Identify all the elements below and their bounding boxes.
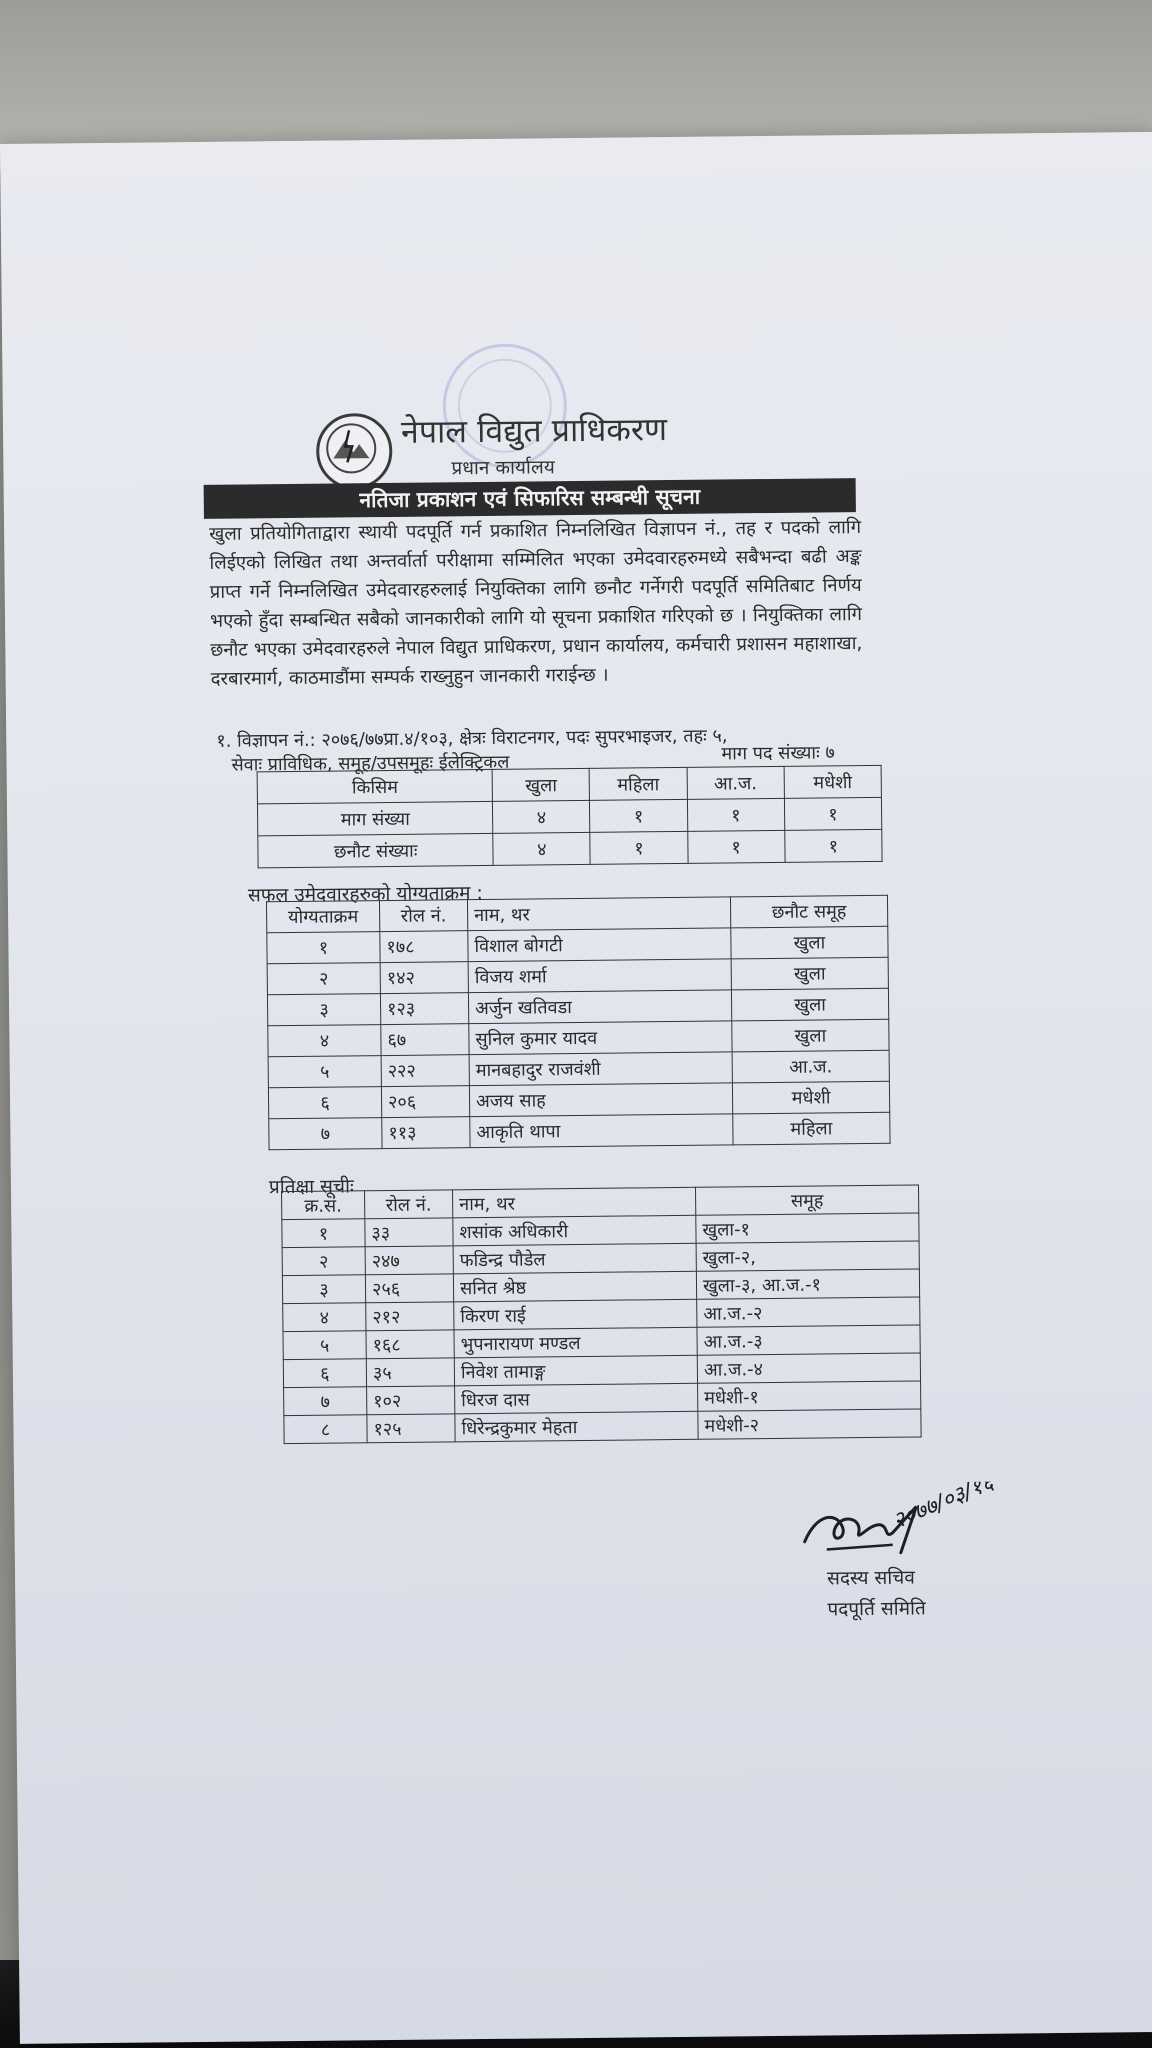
- signature-date: २०७७/०३/१६: [889, 1481, 997, 1535]
- table-row: छनौट संख्याः ४ १ १ १: [258, 829, 882, 868]
- table-row: माग संख्या ४ १ १ १: [257, 797, 881, 836]
- table-row: ३ १२३ अर्जुन खतिवडा खुला: [267, 988, 888, 1026]
- table-row: ६ ३५ निवेश तामाङ्ग आ.ज.-४: [283, 1353, 920, 1388]
- table-row: २ २४७ फडिन्द्र पौडेल खुला-२,: [282, 1241, 919, 1276]
- table-row: ७ ११३ आकृति थापा महिला: [269, 1112, 890, 1150]
- office-name: प्रधान कार्यालय: [451, 456, 555, 480]
- waiting-list-table: [281, 1184, 922, 1444]
- table-row: ५ २२२ मानबहादुर राजवंशी आ.ज.: [268, 1050, 889, 1088]
- service-group-line: सेवाः प्राविधिक, समूह/उपसमूहः ईलेक्ट्रिकल: [231, 751, 510, 776]
- merit-table: [266, 895, 891, 1150]
- table-row: ६ २०६ अजय साह मधेशी: [268, 1081, 889, 1119]
- merit-list-title: सफल उमेदवारहरुको योग्यताक्रम :: [247, 882, 484, 907]
- quota-table: [257, 765, 883, 869]
- organization-logo-icon: [316, 413, 393, 490]
- waiting-list-title: प्रतिक्षा सूचीः: [268, 1175, 354, 1199]
- notice-body: खुला प्रतियोगिताद्वारा स्थायी पदपूर्ति गर्न प्रकाशित निम्नलिखित विज्ञापन नं., तह र पदको लागि लिईएको लिखित तथा अन्तर्वार्ता परीक्षामा सम्मिलित भएका उमेदवारहरुमध्ये सबैभन्दा बढी अङ्क प्राप्त गर्ने निम्नलिखित उमेदवारहरुलाई नियुक्तिका लागि छनौट गर्नेगरी पदपूर्ति समितिबाट निर्णय भएको हुँदा सम्बन्धित सबैको जानकारीको लागि यो सूचना प्रकाशित गरिएको छ । नियुक्तिका लागि छनौट भएका उमेदवारहरुले नेपाल विद्युत प्राधिकरण, प्रधान कार्यालय, कर्मचारी प्रशासन महाशाखा, दरबारमार्ग, काठमाडौंमा सम्पर्क राख्नुहुन जानकारी गराईन्छ ।: [209, 517, 863, 690]
- signatory-committee: पदपूर्ति समिति: [827, 1597, 926, 1621]
- handwritten-signature: [796, 1482, 997, 1568]
- table-row: ७ १०२ धिरज दास मधेशी-१: [284, 1381, 921, 1416]
- demand-posts-line: माग पद संख्याः ७: [721, 742, 835, 765]
- signatory-title: सदस्य सचिव: [826, 1566, 915, 1590]
- table-header-row: किसिम खुला महिला आ.ज. मधेशी: [257, 765, 881, 804]
- table-row: ४ ६७ सुनिल कुमार यादव खुला: [268, 1019, 889, 1057]
- table-row: ४ २१२ किरण राई आ.ज.-२: [283, 1297, 920, 1332]
- table-header-row: योग्यताक्रम रोल नं. नाम, थर छनौट समूह: [266, 895, 887, 933]
- advertisement-line: १. विज्ञापन नं.: २०७६/७७प्रा.४/१०३, क्षेत्रः विराटनगर, पदः सुपरभाइजर, तहः ५,: [216, 725, 728, 752]
- table-header-row: क्र.सं. रोल नं. नाम, थर समूह: [282, 1185, 919, 1220]
- organization-name: नेपाल विद्युत प्राधिकरण: [400, 410, 668, 451]
- table-row: २ १४२ विजय शर्मा खुला: [267, 957, 888, 995]
- signatory-role: [827, 1562, 926, 1625]
- table-row: १ १७८ विशाल बोगटी खुला: [267, 926, 888, 964]
- table-row: ८ १२५ धिरेन्द्रकुमार मेहता मधेशी-२: [284, 1409, 921, 1444]
- table-row: १ ३३ शसांक अधिकारी खुला-१: [282, 1213, 919, 1248]
- notice-title: नतिजा प्रकाशन एवं सिफारिस सम्बन्धी सूचना: [204, 478, 856, 519]
- table-row: ५ १६८ भुपनारायण मण्डल आ.ज.-३: [283, 1325, 920, 1360]
- table-row: ३ २५६ सनित श्रेष्ठ खुला-३, आ.ज.-१: [282, 1269, 919, 1304]
- document-page: [0, 132, 1152, 2044]
